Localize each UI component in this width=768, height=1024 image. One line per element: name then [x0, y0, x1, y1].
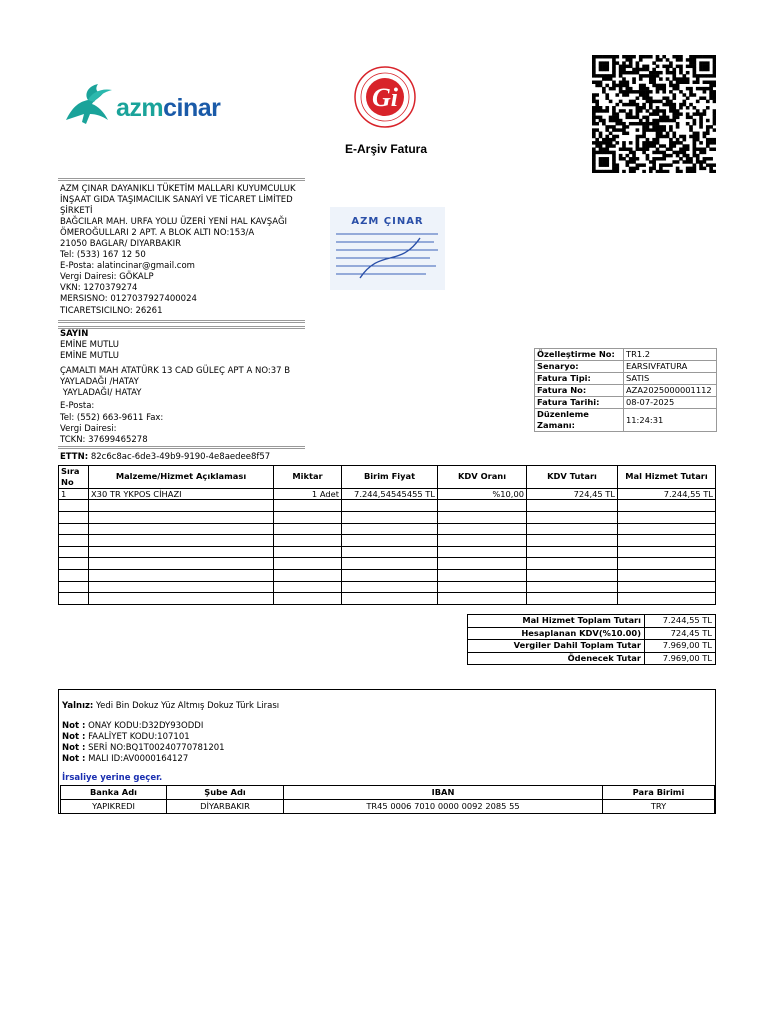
item-cell	[527, 511, 618, 523]
item-cell	[89, 581, 274, 593]
note-text: FAALİYET KODU:107101	[85, 732, 190, 743]
item-cell: 1 Adet	[274, 488, 342, 500]
note-line	[62, 721, 279, 732]
stamp-scribble-icon	[330, 228, 445, 288]
item-cell	[59, 523, 89, 535]
item-cell	[618, 511, 716, 523]
buyer-line: YAYLADAĞI /HATAY	[60, 377, 139, 388]
separator	[58, 326, 305, 329]
seller-line: ÖMEROĞULLARI 2 APT. A BLOK ALTI NO:153/A	[60, 228, 255, 239]
seller-line: TICARETSICILNO: 26261	[60, 305, 163, 316]
totals-value: 7.969,00 TL	[645, 652, 716, 665]
info-key: Senaryo:	[535, 361, 624, 373]
items-table	[58, 465, 716, 605]
ettn	[60, 452, 270, 463]
note-text: SERİ NO:BQ1T00240770781201	[85, 743, 225, 754]
notes	[62, 701, 279, 784]
item-cell	[89, 593, 274, 605]
item-cell	[89, 511, 274, 523]
item-cell: 7.244,55 TL	[618, 488, 716, 500]
item-cell	[59, 569, 89, 581]
seller-line: ŞİRKETİ	[60, 206, 93, 217]
pegasus-icon	[58, 78, 118, 138]
item-cell	[89, 500, 274, 512]
item-cell	[438, 581, 527, 593]
buyer-block	[60, 329, 310, 446]
yalniz-value: Yedi Bin Dokuz Yüz Altmış Dokuz Türk Lirası	[93, 701, 280, 711]
info-row	[535, 385, 717, 397]
buyer-line: YAYLADAĞI/ HATAY	[60, 388, 142, 399]
info-value: 11:24:31	[624, 409, 717, 432]
item-cell	[59, 535, 89, 547]
bank-table	[60, 785, 715, 814]
note-label: Not :	[62, 743, 86, 754]
item-cell	[527, 569, 618, 581]
item-row	[59, 558, 716, 570]
item-cell	[527, 523, 618, 535]
totals-key: Mal Hizmet Toplam Tutarı	[468, 615, 645, 628]
bank-row	[61, 800, 715, 814]
qr-code	[592, 55, 716, 173]
info-key: Fatura Tipi:	[535, 373, 624, 385]
item-cell	[342, 546, 438, 558]
item-cell	[59, 500, 89, 512]
col-header: Para Birimi	[603, 786, 715, 800]
info-key: Özelleştirme No:	[535, 349, 624, 361]
item-cell	[89, 569, 274, 581]
info-value: 08-07-2025	[624, 397, 717, 409]
item-cell: 1	[59, 488, 89, 500]
item-cell	[342, 569, 438, 581]
item-cell	[59, 546, 89, 558]
branch-name: DİYARBAKIR	[167, 800, 284, 814]
item-cell	[618, 593, 716, 605]
company-stamp	[330, 207, 445, 290]
info-row	[535, 409, 717, 432]
buyer-line: ÇAMALTI MAH ATATÜRK 13 CAD GÜLEÇ APT A NO:37 B	[60, 366, 291, 377]
item-cell	[342, 511, 438, 523]
seller-line: AZM ÇINAR DAYANIKLI TÜKETİM MALLARI KUYUMCULUK	[60, 184, 296, 194]
item-cell	[527, 535, 618, 547]
col-header: KDV Oranı	[438, 466, 527, 489]
item-cell	[59, 593, 89, 605]
info-key: Düzenleme Zamanı:	[535, 409, 624, 432]
note-label: Not :	[62, 732, 86, 743]
item-cell	[438, 511, 527, 523]
item-cell	[59, 511, 89, 523]
info-value: EARSIVFATURA	[624, 361, 717, 373]
seller-line: BAĞCILAR MAH. URFA YOLU ÜZERİ YENİ HAL KAVŞAĞI	[60, 217, 288, 228]
ettn-value: 82c6c8ac-6de3-49b9-9190-4e8aedee8f57	[90, 452, 271, 462]
note-label: Not :	[62, 721, 86, 732]
item-cell	[438, 558, 527, 570]
totals-row	[468, 640, 716, 653]
item-cell	[527, 581, 618, 593]
col-header: Mal Hizmet Tutarı	[618, 466, 716, 489]
item-cell	[89, 558, 274, 570]
item-cell	[342, 523, 438, 535]
buyer-line: Tel: (552) 663-9611 Fax:	[60, 413, 164, 424]
item-cell	[342, 500, 438, 512]
document-title: E-Arşiv Fatura	[345, 142, 428, 156]
info-row	[535, 373, 717, 385]
col-header: Birim Fiyat	[342, 466, 438, 489]
qr-code-icon	[592, 55, 716, 173]
col-header: IBAN	[284, 786, 603, 800]
info-value: TR1.2	[624, 349, 717, 361]
item-cell	[89, 546, 274, 558]
item-cell	[89, 523, 274, 535]
item-cell: 7.244,54545455 TL	[342, 488, 438, 500]
item-cell	[274, 569, 342, 581]
item-cell	[274, 523, 342, 535]
item-cell	[274, 500, 342, 512]
item-row	[59, 523, 716, 535]
seller-block	[60, 184, 310, 317]
info-value: SATIS	[624, 373, 717, 385]
bank-name: YAPIKREDI	[61, 800, 167, 814]
item-cell	[274, 546, 342, 558]
irsaliye-note: İrsaliye yerine geçer.	[62, 773, 163, 784]
item-cell	[527, 500, 618, 512]
item-cell	[274, 558, 342, 570]
gib-seal	[345, 62, 425, 142]
item-row	[59, 511, 716, 523]
item-cell	[618, 558, 716, 570]
totals-key: Ödenecek Tutar	[468, 652, 645, 665]
item-cell: %10,00	[438, 488, 527, 500]
item-cell	[438, 593, 527, 605]
item-cell	[618, 546, 716, 558]
separator	[58, 446, 305, 449]
col-header: Miktar	[274, 466, 342, 489]
info-row	[535, 349, 717, 361]
bank-header-row	[61, 786, 715, 800]
svg-text:Gi: Gi	[372, 83, 398, 112]
item-cell	[342, 593, 438, 605]
note-text: ONAY KODU:D32DY93ODDI	[85, 721, 204, 732]
item-cell	[438, 500, 527, 512]
ettn-label: ETTN:	[60, 452, 89, 462]
item-cell	[342, 581, 438, 593]
totals-value: 724,45 TL	[645, 627, 716, 640]
item-cell	[618, 500, 716, 512]
buyer-heading: SAYIN	[60, 329, 89, 339]
item-row	[59, 581, 716, 593]
item-cell	[527, 593, 618, 605]
col-header: KDV Tutarı	[527, 466, 618, 489]
note-line	[62, 754, 279, 765]
info-row	[535, 397, 717, 409]
seller-line: Tel: (533) 167 12 50	[60, 250, 146, 261]
item-cell	[59, 581, 89, 593]
buyer-line: E-Posta:	[60, 401, 95, 412]
seller-line: E-Posta: alatincinar@gmail.com	[60, 261, 195, 272]
yalniz-label: Yalnız:	[62, 701, 94, 711]
item-cell	[438, 569, 527, 581]
buyer-line: Vergi Dairesi:	[60, 424, 117, 435]
seller-line: Vergi Dairesi: GÖKALP	[60, 272, 154, 283]
item-cell	[527, 546, 618, 558]
item-cell	[274, 593, 342, 605]
item-cell	[618, 569, 716, 581]
item-cell	[438, 546, 527, 558]
item-cell	[438, 523, 527, 535]
seller-line: İNŞAAT GIDA TAŞIMACILIK SANAYİ VE TİCARET LİMİTED	[60, 195, 293, 206]
amount-in-words	[62, 701, 279, 712]
col-header: Şube Adı	[167, 786, 284, 800]
item-cell	[274, 511, 342, 523]
seller-line: VKN: 1270379274	[60, 283, 138, 294]
buyer-line: EMİNE MUTLU	[60, 351, 119, 362]
item-row	[59, 500, 716, 512]
buyer-line: EMİNE MUTLU	[60, 340, 119, 351]
totals-row	[468, 615, 716, 628]
totals-table	[467, 614, 716, 665]
iban: TR45 0006 7010 0000 0092 2085 55	[284, 800, 603, 814]
item-row	[59, 546, 716, 558]
totals-key: Vergiler Dahil Toplam Tutar	[468, 640, 645, 653]
item-cell	[618, 535, 716, 547]
stamp-text: AZM ÇINAR	[351, 216, 424, 227]
totals-value: 7.969,00 TL	[645, 640, 716, 653]
item-cell	[274, 535, 342, 547]
invoice-info-table	[534, 348, 717, 432]
info-key: Fatura No:	[535, 385, 624, 397]
item-cell	[438, 535, 527, 547]
col-header: Banka Adı	[61, 786, 167, 800]
totals-key: Hesaplanan KDV(%10.00)	[468, 627, 645, 640]
col-header: Sıra No	[59, 466, 89, 489]
gib-seal-icon	[345, 62, 425, 142]
seller-line: MERSISNO: 0127037927400024	[60, 294, 197, 305]
item-cell	[342, 535, 438, 547]
note-label: Not :	[62, 754, 86, 765]
currency: TRY	[603, 800, 715, 814]
item-row	[59, 535, 716, 547]
item-cell	[618, 581, 716, 593]
info-key: Fatura Tarihi:	[535, 397, 624, 409]
note-text: MALI ID:AV0000164127	[85, 754, 189, 765]
item-cell	[59, 558, 89, 570]
item-row	[59, 569, 716, 581]
item-cell	[527, 558, 618, 570]
item-row	[59, 593, 716, 605]
note-line	[62, 732, 279, 743]
totals-row	[468, 627, 716, 640]
totals-row	[468, 652, 716, 665]
note-line	[62, 743, 279, 754]
item-row	[59, 488, 716, 500]
totals-value: 7.244,55 TL	[645, 615, 716, 628]
company-logo	[58, 78, 243, 138]
separator	[58, 320, 305, 323]
info-row	[535, 361, 717, 373]
item-cell: 724,45 TL	[527, 488, 618, 500]
item-cell	[618, 523, 716, 535]
col-header: Malzeme/Hizmet Açıklaması	[89, 466, 274, 489]
info-value: AZA2025000001112	[624, 385, 717, 397]
logo-text: azmcinar	[116, 94, 221, 122]
seller-line: 21050 BAGLAR/ DIYARBAKIR	[60, 239, 181, 250]
item-cell	[89, 535, 274, 547]
separator	[58, 178, 305, 181]
items-header-row	[59, 466, 716, 489]
item-cell	[342, 558, 438, 570]
item-cell: X30 TR YKPOS CİHAZI	[89, 488, 274, 500]
buyer-line: TCKN: 37699465278	[60, 435, 148, 446]
item-cell	[274, 581, 342, 593]
